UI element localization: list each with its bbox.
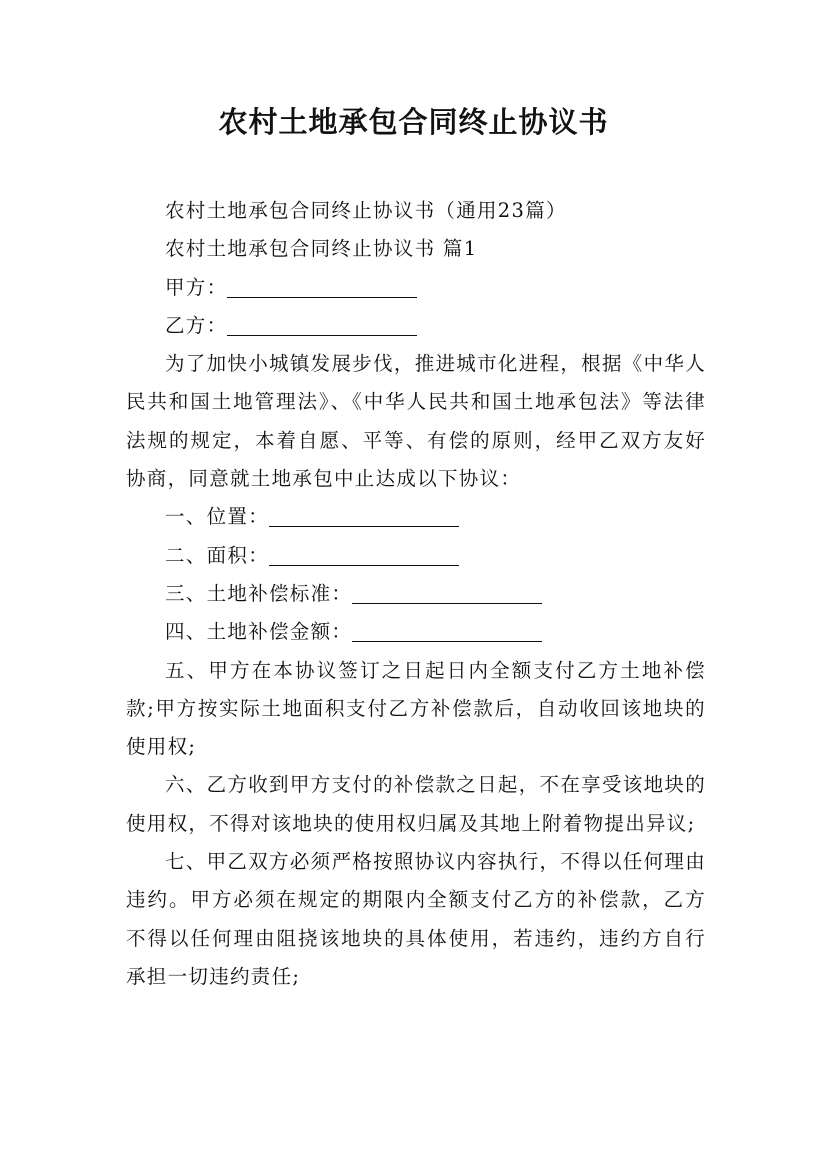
item-5-paragraph <box>126 652 706 767</box>
party-b-line <box>126 307 706 345</box>
item-compensation-standard-blank[interactable] <box>352 581 542 604</box>
item-compensation-standard-line <box>126 575 706 613</box>
item-location-label: 一、位置： <box>165 505 270 529</box>
item-location-blank[interactable] <box>269 504 459 527</box>
party-a-label: 甲方： <box>165 275 228 299</box>
intro-text: 为了加快小城镇发展步伐，推进城市化进程，根据《中华人民共和国土地管理法》、《中华人民共和国土地承包法》等法律法规的规定，本着自愿、平等、有偿的原则，经甲乙双方友好协商，同意就土地承包中止达成以下协议： <box>126 352 706 491</box>
item-6-text: 六、乙方收到甲方支付的补偿款之日起，不在享受该地块的使用权，不得对该地块的使用权归属及其地上附着物提出异议; <box>126 773 706 835</box>
item-location-line <box>126 498 706 536</box>
item-area-blank[interactable] <box>269 543 459 566</box>
item-compensation-amount-label: 四、土地补偿金额： <box>165 620 353 644</box>
party-a-blank[interactable] <box>227 275 417 298</box>
section-heading-text: 农村土地承包合同终止协议书 篇1 <box>165 237 478 261</box>
party-a-line <box>126 269 706 307</box>
party-b-blank[interactable] <box>227 313 417 336</box>
item-7-text: 七、甲乙双方必须严格按照协议内容执行，不得以任何理由违约。甲方必须在规定的期限内全额支付乙方的补偿款，乙方不得以任何理由阻挠该地块的具体使用，若违约，违约方自行承担一切违约责任; <box>126 850 706 988</box>
item-area-line <box>126 537 706 575</box>
document-body <box>126 192 706 996</box>
item-area-label: 二、面积： <box>165 543 270 567</box>
item-6-paragraph <box>126 766 706 843</box>
section-heading-paragraph <box>126 230 706 268</box>
item-compensation-amount-blank[interactable] <box>352 619 542 642</box>
intro-paragraph <box>126 345 706 498</box>
document-title: 农村土地承包合同终止协议书 <box>218 105 609 139</box>
subtitle-text: 农村土地承包合同终止协议书（通用23篇） <box>165 199 567 222</box>
item-5-text: 五、甲方在本协议签订之日起日内全额支付乙方土地补偿款;甲方按实际土地面积支付乙方补偿款后，自动收回该地块的使用权; <box>126 658 706 759</box>
item-compensation-standard-label: 三、土地补偿标准： <box>165 581 353 605</box>
party-b-label: 乙方： <box>165 313 228 337</box>
subtitle-paragraph <box>126 192 706 230</box>
item-compensation-amount-line <box>126 613 706 651</box>
item-7-paragraph <box>126 843 706 996</box>
